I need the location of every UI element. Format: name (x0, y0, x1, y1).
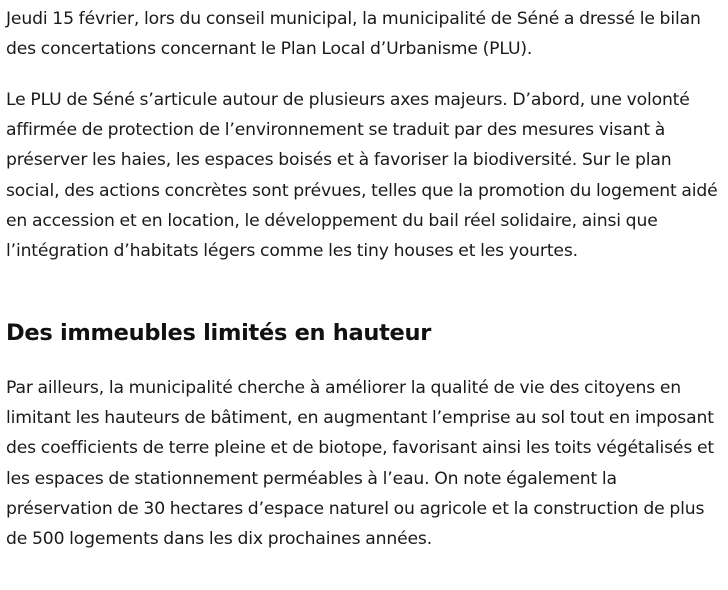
intro-paragraph: Jeudi 15 février, lors du conseil municipal, la municipalité de Séné a dressé le bilan des concertations concernant le Plan Local d’Urbanisme (PLU). (6, 9, 701, 60)
plu-axes-paragraph: Le PLU de Séné s’articule autour de plusieurs axes majeurs. D’abord, une volonté affirmée de protection de l’environnement se traduit par des mesures visant à préserver les haies, les espaces boisés et à favoriser la biodiversité. Sur le plan social, des actions concrètes sont prévues, telles que la promotion du logement aidé en accession et en location, le développement du bail réel solidaire, ainsi que l’intégration d’habitats légers comme les tiny houses et les yourtes. (6, 90, 718, 262)
section-heading: Des immeubles limités en hauteur (6, 320, 432, 346)
quality-of-life-paragraph: Par ailleurs, la municipalité cherche à améliorer la qualité de vie des citoyens en limitant les hauteurs de bâtiment, en augmentant l’emprise au sol tout en imposant des coefficients de terre pleine et de biotope, favorisant ainsi les toits végétalisés et les espaces de stationnement perméables à l’eau. On note également la préservation de 30 hectares d’espace naturel ou agricole et la construction de plus de 500 logements dans les dix prochaines années. (6, 378, 714, 550)
